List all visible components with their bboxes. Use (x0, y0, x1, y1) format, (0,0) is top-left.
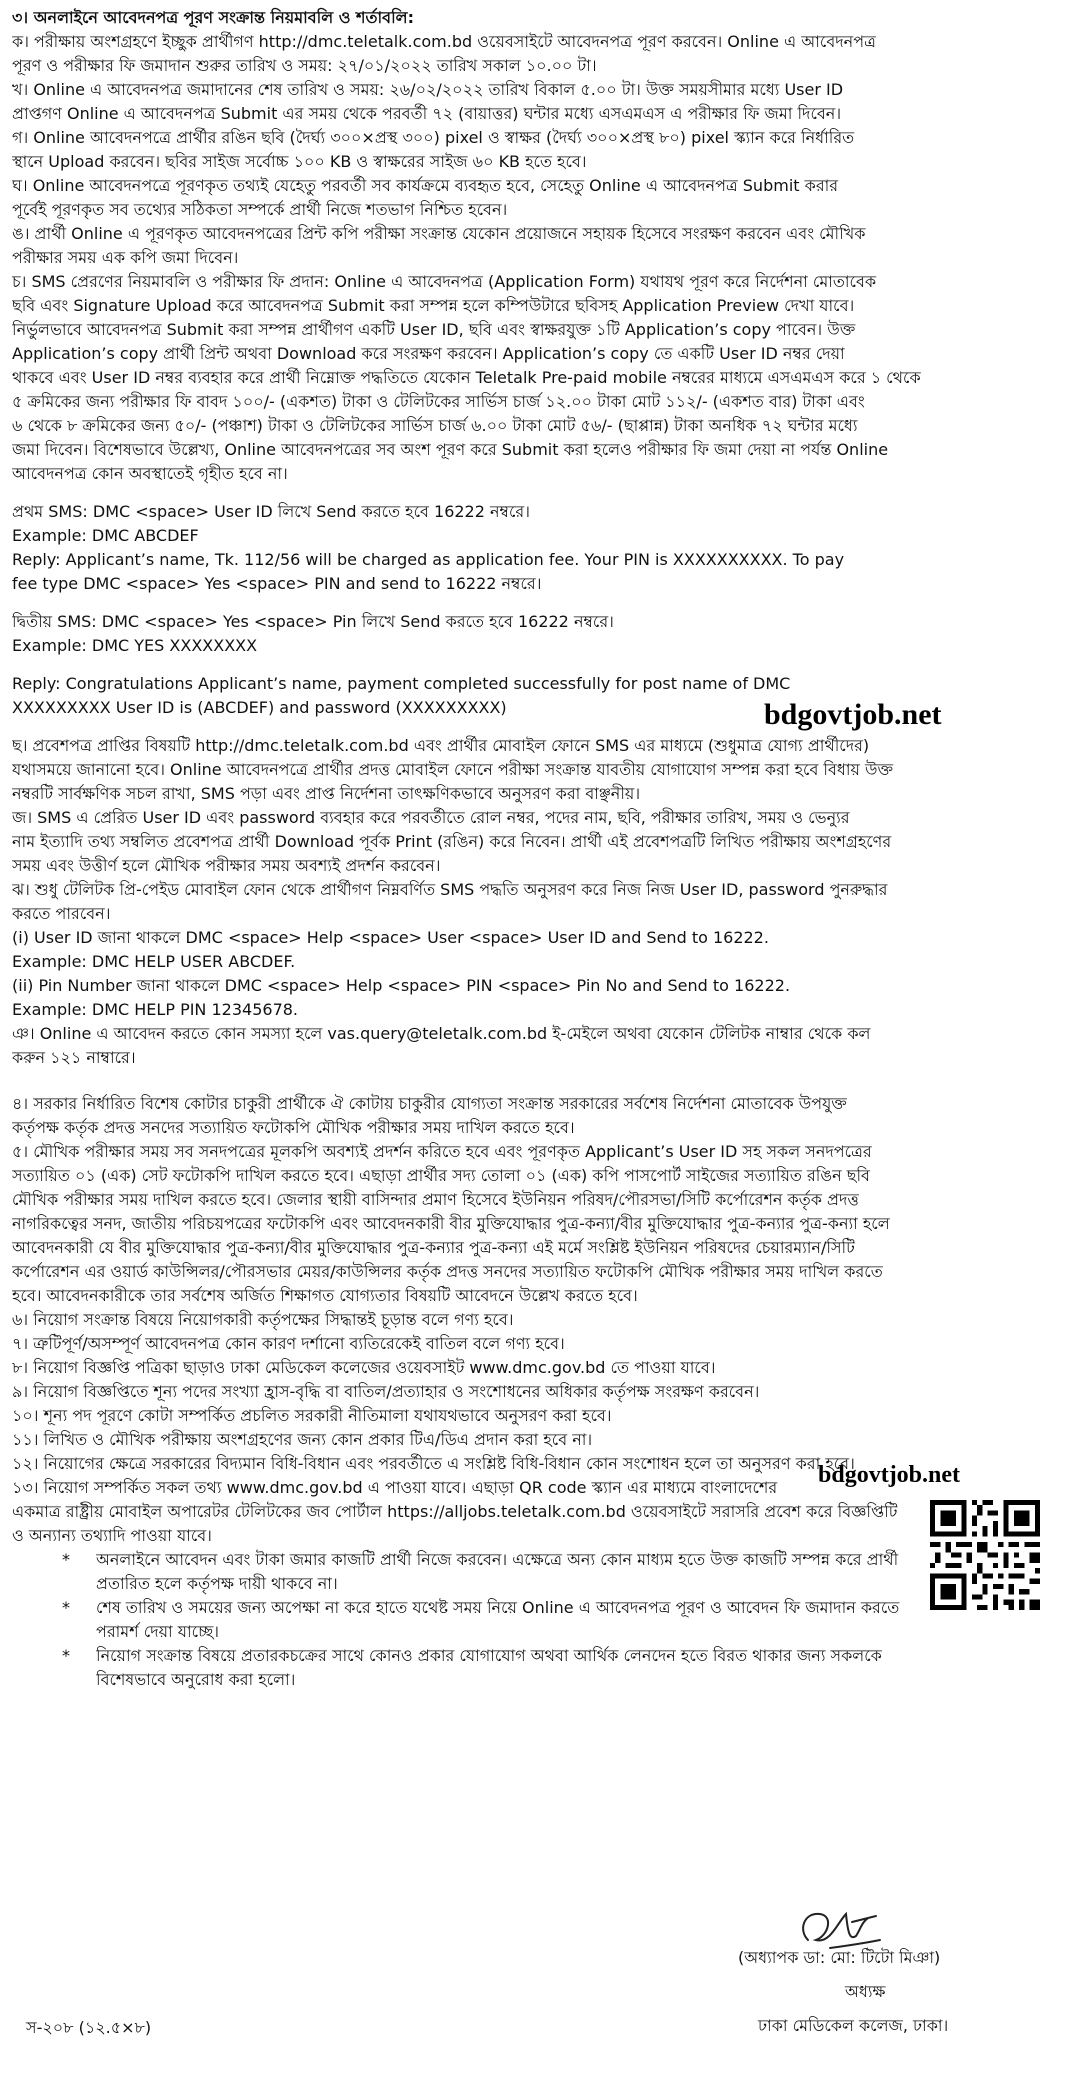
clause-ca-4: Application’s copy প্রার্থী প্রিন্ট অথবা Download করে সংরক্ষণ করবেন। Application’s copy তে একটি User ID নম্বর দেয়া (12, 344, 845, 363)
item-8: ৮। নিয়োগ বিজ্ঞপ্তি পত্রিকা ছাড়াও ঢাকা মেডিকেল কলেজের ওয়েবসাইট www.dmc.gov.bd তে পাওয়া যাবে। (12, 1358, 716, 1377)
clause-nya-2: করুন ১২১ নাম্বারে। (12, 1048, 136, 1067)
clause-cha-2: যথাসময়ে জানানো হবে। Online আবেদনপত্রে প্রার্থীর প্রদত্ত মোবাইল ফোনে পরীক্ষা সংক্রান্ত যাবতীয় যোগাযোগ সম্পন্ন করা হবে বিধায় উক্ত (12, 760, 894, 779)
note-1 (62, 1548, 1056, 1596)
section3-heading: ৩। অনলাইনে আবেদনপত্র পূরণ সংক্রান্ত নিয়মাবলি ও শর্তাবলি: (12, 8, 414, 27)
clause-ca-9: আবেদনপত্র কোন অবস্থাতেই গৃহীত হবে না। (12, 464, 288, 483)
sms-first-reply-2: fee type DMC <space> Yes <space> PIN and send to 16222 নম্বরে। (12, 574, 542, 593)
item-9: ৯। নিয়োগ বিজ্ঞপ্তিতে শূন্য পদের সংখ্যা হ্রাস-বৃদ্ধি বা বাতিল/প্রত্যাহার ও সংশোধনের অধিকার কর্তৃপক্ষ সংরক্ষণ করবেন। (12, 1382, 760, 1401)
clause-ca-3: নির্ভুলভাবে আবেদনপত্র Submit করা সম্পন্ন প্রার্থীগণ একটি User ID, ছবি এবং স্বাক্ষরযুক্ত ১টি Application’s copy পাবেন। উক্ত (12, 320, 856, 339)
qr-code-icon[interactable] (930, 1500, 1040, 1610)
section5-3: মৌখিক পরীক্ষার সময় দাখিল করতে হবে। জেলার স্থায়ী বাসিন্দার প্রমাণ হিসেবে ইউনিয়ন পরিষদ/পৌরসভা/সিটি কর্পোরেশন কর্তৃক প্রদত্ত (12, 1190, 859, 1209)
bullet-star: * (62, 1598, 70, 1617)
item-13-2: একমাত্র রাষ্ট্রীয় মোবাইল অপারেটর টেলিটকের জব পোর্টাল https://alljobs.teletalk.com.bd ওয়েবসাইটে সরাসরি প্রবেশ করে বিজ্ঞপ্তিটি (12, 1502, 898, 1521)
note-2-line-2: পরামর্শ দেয়া যাচ্ছে। (96, 1622, 219, 1641)
item-13-3: ও অন্যান্য তথ্যাদি পাওয়া যাবে। (12, 1526, 212, 1545)
sms-second-reply-1: Reply: Congratulations Applicant’s name, payment completed successfully for post name of DMC (12, 674, 791, 693)
clause-ja-2: নাম ইত্যাদি তথ্য সম্বলিত প্রবেশপত্র প্রার্থী Download পূর্বক Print (রঙিন) করে নিবেন। প্রার্থী এই প্রবেশপত্রটি লিখিত পরীক্ষায় অংশগ্রহণের (12, 832, 892, 851)
sms-second-reply-2: XXXXXXXXX User ID is (ABCDEF) and password (XXXXXXXXX) (12, 698, 507, 717)
memo-number: স-২০৮ (১২.৫×৮) (26, 2018, 152, 2037)
section5-7: হবে। আবেদনকারীকে তার সর্বশেষ অর্জিত শিক্ষাগত যোগ্যতার বিষয়টি আবেদনে উল্লেখ করতে হবে। (12, 1286, 638, 1305)
clause-ca-2: ছবি এবং Signature Upload করে আবেদনপত্র Submit করা সম্পন্ন হলে কম্পিউটারে ছবিসহ Application Preview দেখা যাবে। (12, 296, 855, 315)
clause-ca-5: থাকবে এবং User ID নম্বর ব্যবহার করে প্রার্থী নিম্নোক্ত পদ্ধতিতে যেকোন Teletalk Pre-paid mobile নম্বরের মাধ্যমে এসএমএস করে ১ থেকে (12, 368, 921, 387)
clause-ja-3: সময় এবং উত্তীর্ণ হলে মৌখিক পরীক্ষার সময় অবশ্যই প্রদর্শন করবেন। (12, 856, 441, 875)
clause-ca-6: ৫ ক্রমিকের জন্য পরীক্ষার ফি বাবদ ১০০/- (একশত) টাকা ও টেলিটকের সার্ভিস চার্জ ১২.০০ টাকা মোট ১১২/- (একশত বার) টাকা এবং (12, 392, 865, 411)
sms-first: প্রথম SMS: DMC <space> User ID লিখে Send করতে হবে 16222 নম্বরে। (12, 502, 530, 521)
clause-gha-2: পূর্বেই পূরণকৃত সব তথ্যের সঠিকতা সম্পর্কে প্রার্থী নিজে শতভাগ নিশ্চিত হবেন। (12, 200, 508, 219)
clause-umo-2: পরীক্ষার সময় এক কপি জমা দিবেন। (12, 248, 239, 267)
clause-ka-1: ক। পরীক্ষায় অংশগ্রহণে ইচ্ছুক প্রার্থীগণ http://dmc.teletalk.com.bd ওয়েবসাইটে আবেদনপত্র পূরণ করবেন। Online এ আবেদনপত্র (12, 32, 876, 51)
clause-ca-1: চ। SMS প্রেরণের নিয়মাবলি ও পরীক্ষার ফি প্রদান: Online এ আবেদনপত্র (Application Form) যথাযথ পূরণ করে নির্দেশনা মোতাবেক (12, 272, 877, 291)
section5-4: নাগরিকত্বের সনদ, জাতীয় পরিচয়পত্রের ফটোকপি এবং আবেদনকারী বীর মুক্তিযোদ্ধার পুত্র-কন্যা/বীর মুক্তিযোদ্ধার পুত্র-কন্যার পুত্র-কন্যা হলে (12, 1214, 890, 1233)
clause-ja-1: জ। SMS এ প্রেরিত User ID এবং password ব্যবহার করে পরবর্তীতে রোল নম্বর, পদের নাম, ছবি, পরীক্ষার তারিখ, সময় ও ভেন্যুর (12, 808, 850, 827)
bullet-star: * (62, 1550, 70, 1569)
note-1-line-1: অনলাইনে আবেদন এবং টাকা জমার কাজটি প্রার্থী নিজে করবেন। এক্ষেত্রে অন্য কোন মাধ্যম হতে উক্ত কাজটি সম্পন্ন করে প্রার্থী (96, 1550, 899, 1569)
signatory-office: ঢাকা মেডিকেল কলেজ, ঢাকা। (758, 2016, 949, 2035)
item-10: ১০। শূন্য পদ পূরণে কোটা সম্পর্কিত প্রচলিত সরকারী নীতিমালা যথাযথভাবে অনুসরণ করা হবে। (12, 1406, 612, 1425)
bullet-star: * (62, 1646, 70, 1665)
section5-2: সত্যায়িত ০১ (এক) সেট ফটোকপি দাখিল করতে হবে। এছাড়া প্রার্থীর সদ্য তোলা ০১ (এক) কপি পাসপোর্ট সাইজের সত্যায়িত রঙিন ছবি (12, 1166, 870, 1185)
item-11: ১১। লিখিত ও মৌখিক পরীক্ষায় অংশগ্রহণের জন্য কোন প্রকার টিএ/ডিএ প্রদান করা হবে না। (12, 1430, 593, 1449)
help-pin-example: Example: DMC HELP PIN 12345678. (12, 1000, 299, 1019)
item-13-1: ১৩। নিয়োগ সম্পর্কিত সকল তথ্য www.dmc.gov.bd এ পাওয়া যাবে। এছাড়া QR code স্ক্যান এর মাধ্যমে বাংলাদেশের (12, 1478, 778, 1497)
sms-first-reply-1: Reply: Applicant’s name, Tk. 112/56 will be charged as application fee. Your PIN is XXXXXXXXXX. To pay (12, 550, 845, 569)
section5-1: ৫। মৌখিক পরীক্ষার সময় সব সনদপত্রের মূলকপি অবশ্যই প্রদর্শন করিতে হবে এবং পূরণকৃত Applicant’s User ID সহ সকল সনদপত্রের (12, 1142, 872, 1161)
clause-ca-8: জমা দিবেন। বিশেষভাবে উল্লেখ্য, Online আবেদনপত্রের সব অংশ পূরণ করে Submit করা হলেও পরীক্ষার ফি জমা দেয়া না পর্যন্ত Online (12, 440, 889, 459)
sms-second-example: Example: DMC YES XXXXXXXX (12, 636, 258, 655)
note-2 (62, 1596, 1056, 1644)
clause-ga-2: স্থানে Upload করবেন। ছবির সাইজ সর্বোচ্চ ১০০ KB ও স্বাক্ষরের সাইজ ৬০ KB হতে হবে। (12, 152, 587, 171)
sms-second: দ্বিতীয় SMS: DMC <space> Yes <space> Pin লিখে Send করতে হবে 16222 নম্বরে। (12, 612, 614, 631)
help-pin: (ii) Pin Number জানা থাকলে DMC <space> Help <space> PIN <space> Pin No and Send to 16222. (12, 976, 791, 995)
item-6: ৬। নিয়োগ সংক্রান্ত বিষয়ে নিয়োগকারী কর্তৃপক্ষের সিদ্ধান্তই চূড়ান্ত বলে গণ্য হবে। (12, 1310, 514, 1329)
clause-ga-1: গ। Online আবেদনপত্রে প্রার্থীর রঙিন ছবি (দৈর্ঘ্য ৩০০×প্রস্থ ৩০০) pixel ও স্বাক্ষর (দৈর্ঘ্য ৩০০×প্রস্থ ৮০) pixel স্ক্যান করে নির্ধারিত (12, 128, 855, 147)
note-3-line-2: বিশেষভাবে অনুরোধ করা হলো। (96, 1670, 296, 1689)
watermark-top: bdgovtjob.net (764, 698, 942, 731)
note-1-line-2: প্রতারিত হলে কর্তৃপক্ষ দায়ী থাকবে না। (96, 1574, 338, 1593)
section5-5: আবেদনকারী যে বীর মুক্তিযোদ্ধার পুত্র-কন্যা/বীর মুক্তিযোদ্ধার পুত্র-কন্যার পুত্র-কন্যা এই মর্মে সংশ্লিষ্ট ইউনিয়ন পরিষদের চেয়ারম্যান/সিটি (12, 1238, 855, 1257)
signatory-designation: অধ্যক্ষ (845, 1982, 886, 2001)
watermark-bottom: bdgovtjob.net (818, 1462, 961, 1488)
clause-kha-2: প্রাপ্তগণ Online এ আবেদনপত্র Submit এর সময় থেকে পরবর্তী ৭২ (বায়াত্তর) ঘন্টার মধ্যে এসএমএস এ পরীক্ষার ফি জমা দিবেন। (12, 104, 842, 123)
section4-1: ৪। সরকার নির্ধারিত বিশেষ কোটার চাকুরী প্রার্থীকে ঐ কোটায় চাকুরীর যোগ্যতা সংক্রান্ত সরকারের সর্বশেষ নির্দেশনা মোতাবেক উপযুক্ত (12, 1094, 847, 1113)
item-12: ১২। নিয়োগের ক্ষেত্রে সরকারের বিদ্যমান বিধি-বিধান এবং পরবর্তীতে এ সংশ্লিষ্ট বিধি-বিধান কোন সংশোধন হলে তা অনুসরণ করা হবে। (12, 1454, 855, 1473)
clause-nya-1: ঞ। Online এ আবেদন করতে কোন সমস্যা হলে vas.query@teletalk.com.bd ই-মেইলে অথবা যেকোন টেলিটক নাম্বার থেকে কল (12, 1024, 871, 1043)
clause-cha-3: নম্বরটি সার্বক্ষণিক সচল রাখা, SMS পড়া এবং প্রাপ্ত নির্দেশনা তাৎক্ষণিকভাবে অনুসরণ করা বাঞ্ছনীয়। (12, 784, 641, 803)
clause-ka-2: পূরণ ও পরীক্ষার ফি জমাদান শুরুর তারিখ ও সময়: ২৭/০১/২০২২ তারিখ সকাল ১০.০০ টা। (12, 56, 597, 75)
section5-6: কর্পোরেশন এর ওয়ার্ড কাউন্সিলর/পৌরসভার মেয়র/কাউন্সিলর কর্তৃক প্রদত্ত সনদের সত্যায়িত ফটোকপি মৌখিক পরীক্ষার সময় দাখিল করতে (12, 1262, 883, 1281)
clause-kha-1: খ। Online এ আবেদনপত্র জমাদানের শেষ তারিখ ও সময়: ২৬/০২/২০২২ তারিখ বিকাল ৫.০০ টা। উক্ত সময়সীমার মধ্যে User ID (12, 80, 844, 99)
help-userid-example: Example: DMC HELP USER ABCDEF. (12, 952, 296, 971)
clause-gha-1: ঘ। Online আবেদনপত্রে পূরণকৃত তথ্যই যেহেতু পরবর্তী সব কার্যক্রমে ব্যবহৃত হবে, সেহেতু Online এ আবেদনপত্র Submit করার (12, 176, 839, 195)
note-3-line-1: নিয়োগ সংক্রান্ত বিষয়ে প্রতারকচক্রের সাথে কোনও প্রকার যোগাযোগ অথবা আর্থিক লেনদেন হতে বিরত থাকার জন্য সকলকে (96, 1646, 882, 1665)
item-7: ৭। ত্রুটিপূর্ণ/অসম্পূর্ণ আবেদনপত্র কোন কারণ দর্শানো ব্যতিরেকেই বাতিল বলে গণ্য হবে। (12, 1334, 565, 1353)
clause-jha-1: ঝ। শুধু টেলিটক প্রি-পেইড মোবাইল ফোন থেকে প্রার্থীগণ নিম্নবর্ণিত SMS পদ্ধতি অনুসরণ করে নিজ নিজ User ID, password পুনরুদ্ধার (12, 880, 888, 899)
help-userid: (i) User ID জানা থাকলে DMC <space> Help <space> User <space> User ID and Send to 16222. (12, 928, 769, 947)
section4-2: কর্তৃপক্ষ কর্তৃক প্রদত্ত সনদের সত্যায়িত ফটোকপি মৌখিক পরীক্ষার সময় দাখিল করতে হবে। (12, 1118, 575, 1137)
clause-jha-2: করতে পারবেন। (12, 904, 111, 923)
clause-cha-1: ছ। প্রবেশপত্র প্রাপ্তির বিষয়টি http://dmc.teletalk.com.bd এবং প্রার্থীর মোবাইল ফোনে SMS এর মাধ্যমে (শুধুমাত্র যোগ্য প্রার্থীদের) (12, 736, 870, 755)
note-3 (62, 1644, 1056, 1692)
clause-ca-7: ৬ থেকে ৮ ক্রমিকের জন্য ৫০/- (পঞ্চাশ) টাকা ও টেলিটকের সার্ভিস চার্জ ৬.০০ টাকা মোট ৫৬/- (ছাপ্পান্ন) টাকা অনধিক ৭২ ঘন্টার মধ্যে (12, 416, 858, 435)
signatory-name: (অধ্যাপক ডা: মো: টিটো মিঞা) (738, 1948, 941, 1967)
note-2-line-1: শেষ তারিখ ও সময়ের জন্য অপেক্ষা না করে হাতে যথেষ্ট সময় নিয়ে Online এ আবেদনপত্র পূরণ ও আবেদন ফি জমাদান করতে (96, 1598, 900, 1617)
clause-umo-1: ঙ। প্রার্থী Online এ পূরণকৃত আবেদনপত্রের প্রিন্ট কপি পরীক্ষা সংক্রান্ত যেকোন প্রয়োজনে সহায়ক হিসেবে সংরক্ষণ করবেন এবং মৌখিক (12, 224, 866, 243)
sms-first-example: Example: DMC ABCDEF (12, 526, 199, 545)
